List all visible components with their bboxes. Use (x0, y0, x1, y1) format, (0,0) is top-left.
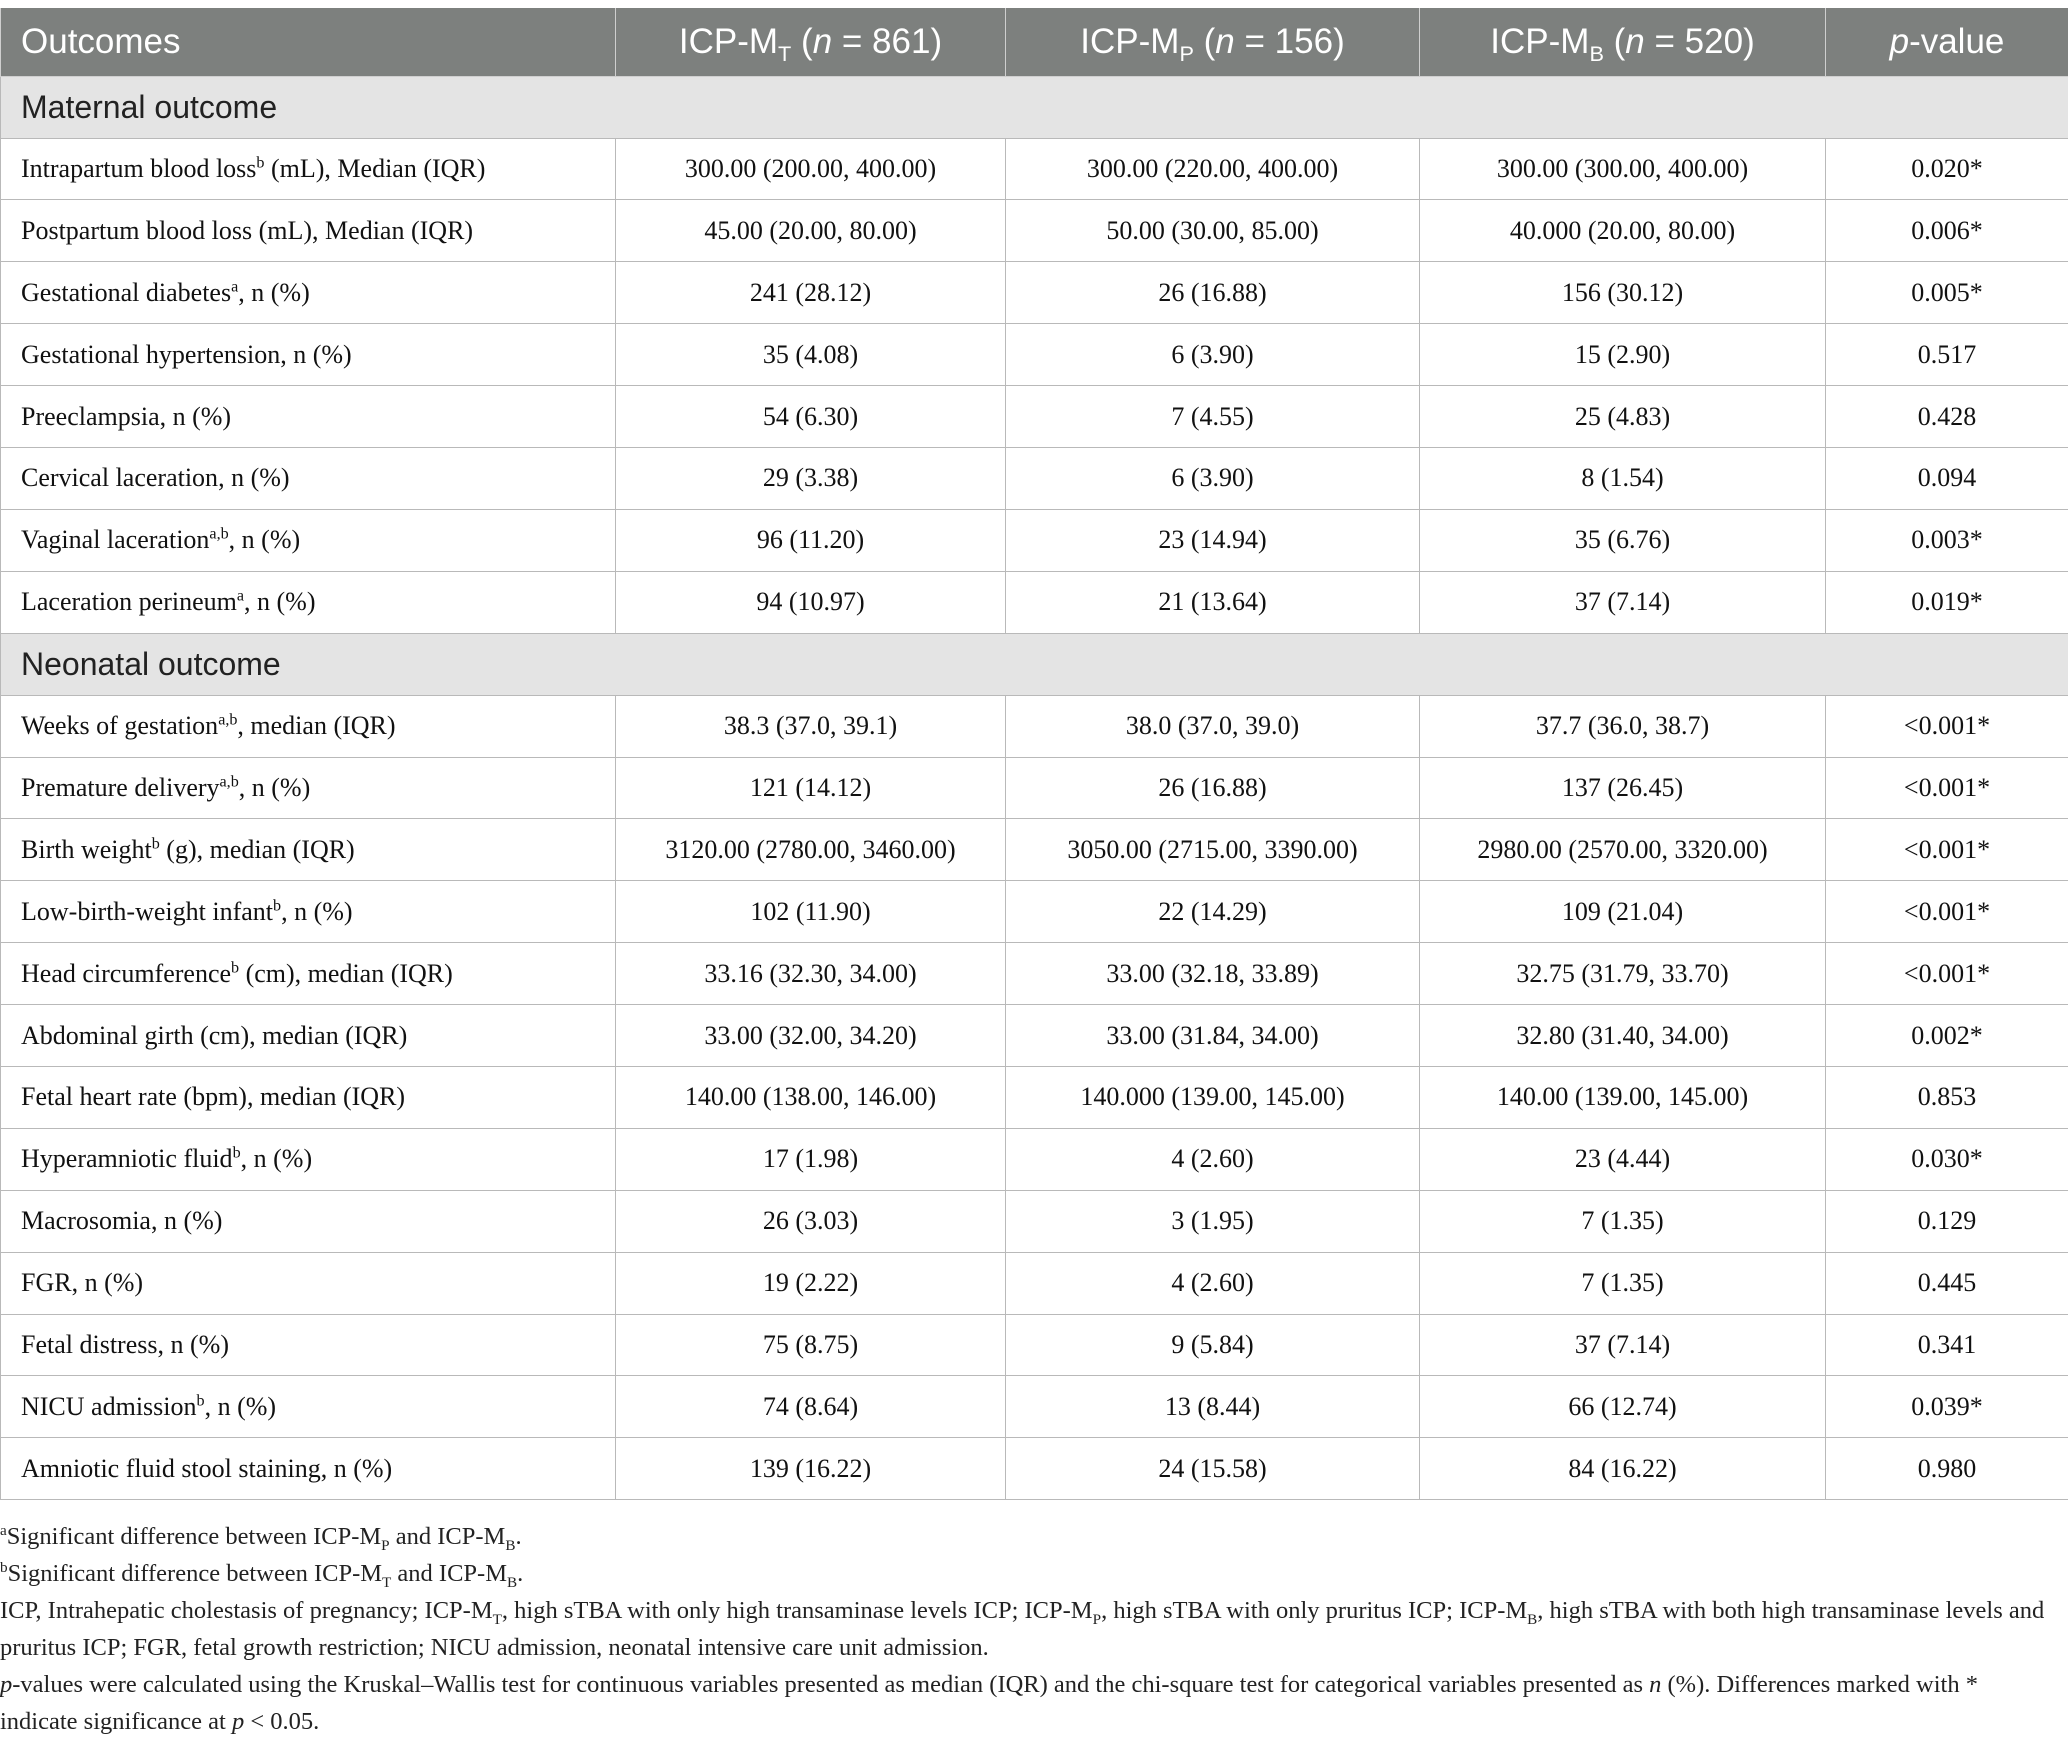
cell-icp-mb: 137 (26.45) (1420, 757, 1826, 819)
row-label (1, 1438, 616, 1500)
table-row (1, 262, 2068, 324)
cell-icp-mb: 37 (7.14) (1420, 571, 1826, 633)
row-label-name: Hyperamniotic fluid (21, 1144, 233, 1174)
cell-p-value: <0.001* (1826, 757, 2068, 819)
footnotes (0, 1518, 2050, 1740)
row-label (1, 1005, 616, 1067)
row-label-footnote-mark: b (256, 154, 265, 172)
row-label (1, 138, 616, 200)
row-label (1, 1252, 616, 1314)
row-label-name: Head circumference (21, 958, 232, 988)
cell-icp-mp: 33.00 (31.84, 34.00) (1006, 1005, 1420, 1067)
row-label-name: FGR (21, 1268, 72, 1298)
header-icp-mt: ICP-$M_T$ (n = 861) (616, 8, 1006, 76)
row-label-name: Low-birth-weight infant (21, 896, 273, 926)
row-label-suffix: , n (%) (244, 587, 316, 617)
cell-icp-mt: 45.00 (20.00, 80.00) (616, 200, 1006, 262)
cell-icp-mt: 241 (28.12) (616, 262, 1006, 324)
cell-p-value: 0.428 (1826, 386, 2068, 448)
row-label-footnote-mark: b (231, 958, 240, 976)
cell-icp-mb: 35 (6.76) (1420, 509, 1826, 571)
cell-icp-mp: 3050.00 (2715.00, 3390.00) (1006, 819, 1420, 881)
table-row (1, 695, 2068, 757)
table-row (1, 943, 2068, 1005)
row-label-suffix: , n (%) (157, 1329, 229, 1359)
outcomes-table (0, 8, 2068, 1500)
row-label (1, 1314, 616, 1376)
pv-part-1: -values were calculated using the Kruskal–Wallis test for continuous variables presented as median (IQR) and the chi-square test for categorical variables presented as (12, 1671, 1650, 1698)
row-label (1, 943, 616, 1005)
cell-p-value: 0.094 (1826, 447, 2068, 509)
cell-icp-mp: 21 (13.64) (1006, 571, 1420, 633)
row-label-name: Premature delivery (21, 772, 220, 802)
cell-icp-mb: 40.000 (20.00, 80.00) (1420, 200, 1826, 262)
pv-n-letter: n (1649, 1671, 1662, 1698)
cell-p-value: <0.001* (1826, 695, 2068, 757)
footnote-a-mid: and ICP-M (389, 1523, 506, 1550)
row-label (1, 1190, 616, 1252)
equals: = (1644, 21, 1685, 61)
cell-icp-mp: 300.00 (220.00, 400.00) (1006, 138, 1420, 200)
row-label-name: Abdominal girth (cm), median (IQR) (21, 1020, 408, 1050)
cell-icp-mp: 4 (2.60) (1006, 1128, 1420, 1190)
cell-icp-mp: 3 (1.95) (1006, 1190, 1420, 1252)
cell-icp-mp: 4 (2.60) (1006, 1252, 1420, 1314)
row-label-name: Intrapartum blood loss (21, 153, 257, 183)
row-label (1, 757, 616, 819)
cell-icp-mt: 74 (8.64) (616, 1376, 1006, 1438)
group-n: 861 (872, 21, 931, 61)
cell-p-value: 0.006* (1826, 200, 2068, 262)
table-row (1, 1005, 2068, 1067)
row-label-suffix: , n (%) (218, 463, 290, 493)
cell-icp-mt: 102 (11.90) (616, 881, 1006, 943)
row-label-name: Fetal distress (21, 1329, 158, 1359)
cell-icp-mb: 25 (4.83) (1420, 386, 1826, 448)
cell-icp-mt: 300.00 (200.00, 400.00) (616, 138, 1006, 200)
row-label-name: Preeclampsia (21, 401, 160, 431)
row-label-footnote-mark: a (236, 587, 244, 605)
cell-p-value: 0.005* (1826, 262, 2068, 324)
row-label (1, 324, 616, 386)
cell-icp-mt: 54 (6.30) (616, 386, 1006, 448)
row-label-suffix: , median (IQR) (237, 711, 396, 741)
row-label (1, 447, 616, 509)
cell-icp-mp: 13 (8.44) (1006, 1376, 1420, 1438)
pv-p-letter: p (0, 1671, 13, 1698)
cell-icp-mb: 15 (2.90) (1420, 324, 1826, 386)
cell-icp-mt: 19 (2.22) (616, 1252, 1006, 1314)
cell-icp-mb: 32.75 (31.79, 33.70) (1420, 943, 1826, 1005)
cell-icp-mb: 84 (16.22) (1420, 1438, 1826, 1500)
cell-icp-mp: 140.000 (139.00, 145.00) (1006, 1066, 1420, 1128)
n-letter: n (1215, 21, 1235, 61)
cell-icp-mb: 8 (1.54) (1420, 447, 1826, 509)
cell-icp-mb: 37.7 (36.0, 38.7) (1420, 695, 1826, 757)
row-label-name: Macrosomia (21, 1206, 151, 1236)
cell-icp-mt: 75 (8.75) (616, 1314, 1006, 1376)
table-row (1, 386, 2068, 448)
cell-icp-mb: 7 (1.35) (1420, 1190, 1826, 1252)
cell-icp-mp: 24 (15.58) (1006, 1438, 1420, 1500)
table-row (1, 1066, 2068, 1128)
header-icp-mb: ICP-$M_B$ (n = 520) (1420, 8, 1826, 76)
row-label-suffix: , n (%) (150, 1206, 223, 1236)
n-letter: n (1625, 21, 1645, 61)
row-label-suffix: , n (%) (240, 1144, 313, 1174)
cell-icp-mp: 7 (4.55) (1006, 386, 1420, 448)
row-label-suffix: (g), median (IQR) (159, 834, 355, 864)
header-row (1, 8, 2068, 76)
cell-icp-mp: 6 (3.90) (1006, 447, 1420, 509)
row-label-footnote-mark: b (151, 835, 160, 853)
footnote-b (0, 1555, 2050, 1592)
cell-p-value: 0.129 (1826, 1190, 2068, 1252)
row-label-suffix: , n (%) (238, 277, 310, 307)
cell-icp-mb: 32.80 (31.40, 34.00) (1420, 1005, 1826, 1067)
row-label-name: NICU admission (21, 1391, 197, 1421)
footnote-b-mid: and ICP-M (391, 1560, 507, 1587)
row-label-suffix: , n (%) (238, 772, 311, 802)
table-body (1, 76, 2068, 1500)
p-value-suffix: -value (1909, 21, 2005, 61)
header-outcomes: Outcomes (1, 8, 616, 76)
cell-p-value: <0.001* (1826, 819, 2068, 881)
cell-p-value: 0.019* (1826, 571, 2068, 633)
cell-icp-mp: 33.00 (32.18, 33.89) (1006, 943, 1420, 1005)
cell-icp-mp: 6 (3.90) (1006, 324, 1420, 386)
row-label-suffix: , n (%) (228, 525, 301, 555)
cell-icp-mb: 300.00 (300.00, 400.00) (1420, 138, 1826, 200)
row-label-footnote-mark: a,b (218, 711, 238, 729)
row-label-name: Cervical laceration (21, 463, 219, 493)
row-label (1, 1376, 616, 1438)
footnote-a (0, 1518, 2050, 1555)
row-label-suffix: , n (%) (159, 401, 232, 431)
row-label-name: Birth weight (21, 834, 152, 864)
row-label-suffix: , n (%) (280, 339, 352, 369)
p-letter: p (1889, 21, 1910, 61)
row-label (1, 509, 616, 571)
row-label (1, 819, 616, 881)
cell-icp-mb: 140.00 (139.00, 145.00) (1420, 1066, 1826, 1128)
footnote-b-text: Significant difference between ICP-M (7, 1560, 383, 1587)
cell-p-value: 0.002* (1826, 1005, 2068, 1067)
cell-icp-mt: 38.3 (37.0, 39.1) (616, 695, 1006, 757)
row-label-suffix: , n (%) (71, 1268, 144, 1298)
row-label (1, 1066, 616, 1128)
table-row (1, 1128, 2068, 1190)
results-table-container (0, 8, 2068, 1500)
cell-icp-mt: 139 (16.22) (616, 1438, 1006, 1500)
row-label-name: Fetal heart rate (bpm), median (IQR) (21, 1082, 406, 1112)
table-row (1, 324, 2068, 386)
equals: = (832, 21, 873, 61)
row-label-name: Amniotic fluid stool staining (21, 1453, 321, 1483)
row-label (1, 1128, 616, 1190)
cell-icp-mp: 9 (5.84) (1006, 1314, 1420, 1376)
row-label-name: Gestational diabetes (21, 277, 232, 307)
footnote-p-values (0, 1666, 2050, 1740)
cell-icp-mt: 29 (3.38) (616, 447, 1006, 509)
table-row (1, 509, 2068, 571)
cell-icp-mb: 23 (4.44) (1420, 1128, 1826, 1190)
table-row (1, 447, 2068, 509)
header-icp-mp: ICP-$M_P$ (n = 156) (1006, 8, 1420, 76)
table-row (1, 819, 2068, 881)
cell-icp-mp: 23 (14.94) (1006, 509, 1420, 571)
header-p-value (1826, 8, 2068, 76)
cell-icp-mp: 50.00 (30.00, 85.00) (1006, 200, 1420, 262)
cell-icp-mt: 26 (3.03) (616, 1190, 1006, 1252)
footnote-a-mark: a (0, 1521, 7, 1539)
pv-part-3: < 0.05. (244, 1708, 320, 1735)
group-sub: B (1589, 40, 1604, 66)
cell-icp-mp: 26 (16.88) (1006, 262, 1420, 324)
cell-p-value: 0.517 (1826, 324, 2068, 386)
footnote-b-end: . (517, 1560, 524, 1587)
table-row (1, 757, 2068, 819)
row-label (1, 571, 616, 633)
group-prefix: ICP-M (678, 21, 779, 61)
footnote-b-sub1: T (382, 1573, 392, 1591)
table-row (1, 1438, 2068, 1500)
row-label-footnote-mark: a,b (219, 773, 239, 791)
cell-p-value: 0.445 (1826, 1252, 2068, 1314)
abbr-sub-3: B (1527, 1610, 1538, 1628)
abbr-part-2: , high sTBA with only high transaminase levels ICP; ICP-M (501, 1597, 1093, 1624)
cell-icp-mb: 66 (12.74) (1420, 1376, 1826, 1438)
cell-icp-mb: 7 (1.35) (1420, 1252, 1826, 1314)
cell-icp-mt: 96 (11.20) (616, 509, 1006, 571)
row-label-name: Vaginal laceration (21, 525, 210, 555)
row-label (1, 881, 616, 943)
group-prefix: ICP-M (1080, 21, 1180, 61)
row-label-suffix: (mL), Median (IQR) (264, 153, 486, 183)
equals: = (1234, 21, 1275, 61)
abbr-part-1: ICP, Intrahepatic cholestasis of pregnancy; ICP-M (0, 1597, 493, 1624)
section-header-row (1, 76, 2068, 138)
cell-icp-mb: 2980.00 (2570.00, 3320.00) (1420, 819, 1826, 881)
row-label-name: Gestational hypertension (21, 339, 281, 369)
group-sub: T (778, 40, 792, 66)
row-label-footnote-mark: b (196, 1392, 205, 1410)
table-row (1, 1190, 2068, 1252)
row-label-name: Weeks of gestation (21, 711, 219, 741)
cell-icp-mt: 140.00 (138.00, 146.00) (616, 1066, 1006, 1128)
n-letter: n (812, 21, 833, 61)
row-label-suffix: , n (%) (204, 1391, 277, 1421)
cell-p-value: 0.039* (1826, 1376, 2068, 1438)
abbr-part-3: , high sTBA with only pruritus ICP; ICP-M (1101, 1597, 1528, 1624)
cell-p-value: 0.341 (1826, 1314, 2068, 1376)
row-label (1, 262, 616, 324)
row-label-suffix: , n (%) (320, 1453, 393, 1483)
footnote-a-sub2: B (505, 1536, 516, 1554)
table-row (1, 1314, 2068, 1376)
cell-p-value: 0.030* (1826, 1128, 2068, 1190)
pv-p-letter-2: p (231, 1708, 245, 1735)
cell-icp-mp: 22 (14.29) (1006, 881, 1420, 943)
cell-icp-mt: 33.16 (32.30, 34.00) (616, 943, 1006, 1005)
footnote-b-mark: b (0, 1558, 8, 1576)
cell-p-value: <0.001* (1826, 943, 2068, 1005)
cell-icp-mp: 26 (16.88) (1006, 757, 1420, 819)
table-row (1, 881, 2068, 943)
cell-icp-mt: 33.00 (32.00, 34.20) (616, 1005, 1006, 1067)
footnote-abbreviations (0, 1592, 2050, 1666)
footnote-a-text: Significant difference between ICP-M (6, 1523, 382, 1550)
section-title: Maternal outcome (1, 76, 2068, 138)
cell-icp-mt: 94 (10.97) (616, 571, 1006, 633)
row-label-name: Laceration perineum (21, 587, 237, 617)
footnote-b-sub2: B (507, 1573, 518, 1591)
row-label-footnote-mark: b (273, 897, 282, 915)
row-label (1, 695, 616, 757)
row-label-footnote-mark: b (232, 1144, 241, 1162)
cell-icp-mb: 156 (30.12) (1420, 262, 1826, 324)
group-prefix: ICP-M (1490, 21, 1590, 61)
row-label-suffix: , n (%) (281, 896, 353, 926)
group-sub: P (1179, 40, 1194, 66)
cell-p-value: <0.001* (1826, 881, 2068, 943)
cell-icp-mt: 3120.00 (2780.00, 3460.00) (616, 819, 1006, 881)
row-label-name: Postpartum blood loss (mL), Median (IQR) (21, 215, 474, 245)
footnote-a-end: . (515, 1523, 522, 1550)
cell-p-value: 0.853 (1826, 1066, 2068, 1128)
cell-p-value: 0.003* (1826, 509, 2068, 571)
group-n: 520 (1684, 21, 1744, 61)
table-row (1, 1376, 2068, 1438)
cell-icp-mb: 109 (21.04) (1420, 881, 1826, 943)
cell-icp-mt: 121 (14.12) (616, 757, 1006, 819)
abbr-sub-1: T (492, 1610, 502, 1628)
table-row (1, 200, 2068, 262)
cell-icp-mp: 38.0 (37.0, 39.0) (1006, 695, 1420, 757)
row-label (1, 386, 616, 448)
row-label-footnote-mark: a,b (209, 525, 229, 543)
table-row (1, 1252, 2068, 1314)
cell-icp-mt: 17 (1.98) (616, 1128, 1006, 1190)
cell-icp-mt: 35 (4.08) (616, 324, 1006, 386)
cell-icp-mb: 37 (7.14) (1420, 1314, 1826, 1376)
group-n: 156 (1274, 21, 1334, 61)
section-title: Neonatal outcome (1, 633, 2068, 695)
abbr-part-4: , high sTBA with both high transaminase levels and pruritus ICP; FGR, fetal growth restriction; NICU admission, neonatal intensive care unit admission. (0, 1597, 2045, 1661)
cell-p-value: 0.020* (1826, 138, 2068, 200)
section-header-row (1, 633, 2068, 695)
row-label-footnote-mark: a (231, 278, 239, 296)
row-label-suffix: (cm), median (IQR) (239, 958, 453, 988)
cell-p-value: 0.980 (1826, 1438, 2068, 1500)
abbr-sub-2: P (1092, 1610, 1102, 1628)
table-row (1, 138, 2068, 200)
row-label (1, 200, 616, 262)
table-row (1, 571, 2068, 633)
pv-part-2: (%). Differences marked with * indicate significance at (0, 1671, 1978, 1735)
footnote-a-sub1: P (381, 1536, 390, 1554)
